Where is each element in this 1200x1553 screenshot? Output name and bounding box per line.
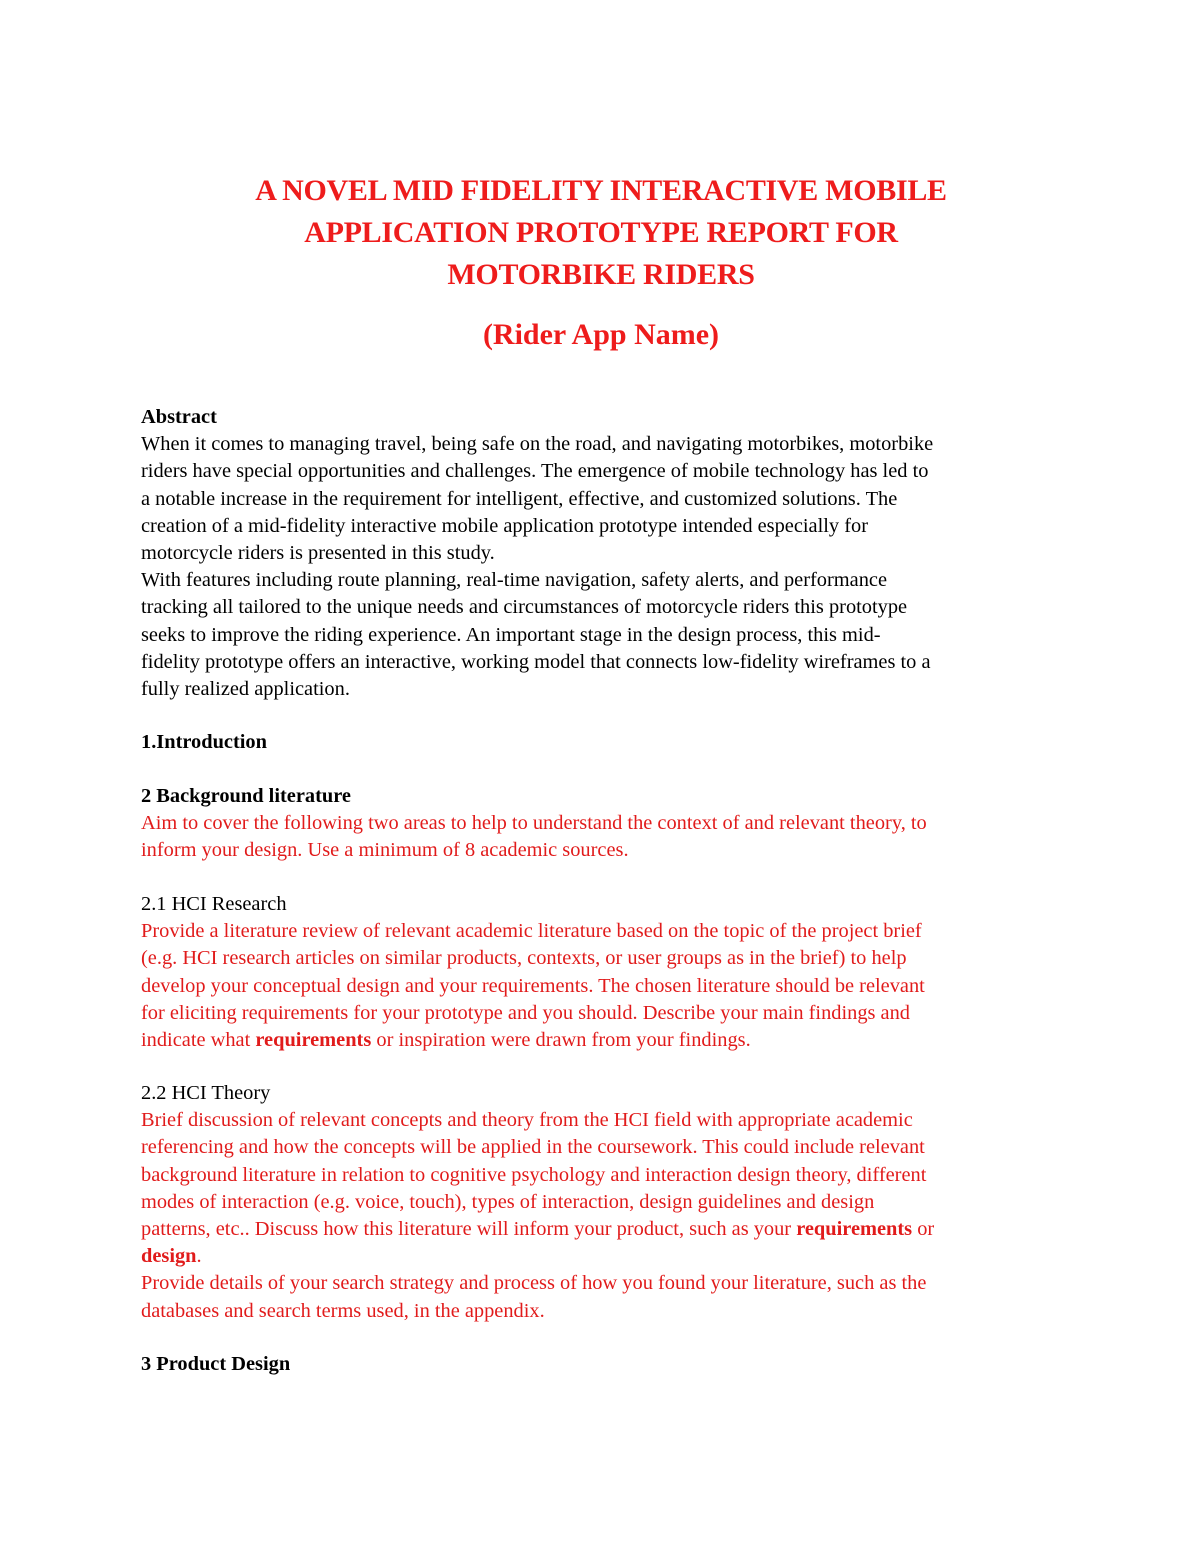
abstract-section <box>141 404 1061 703</box>
introduction-heading: 1.Introduction <box>141 731 267 753</box>
hci-theory-line-6 <box>141 1243 1061 1270</box>
hci-research-heading: 2.1 HCI Research <box>141 893 287 915</box>
abstract-line: riders have special opportunities and challenges. The emergence of mobile technology has led to <box>141 460 929 483</box>
document-subtitle: (Rider App Name) <box>482 318 720 351</box>
introduction-section <box>141 729 1061 756</box>
text-run: or <box>912 1218 935 1241</box>
hci-research-section <box>141 891 1061 1054</box>
text-run: or inspiration were drawn from your findings. <box>371 1029 751 1052</box>
title-line-2: APPLICATION PROTOTYPE REPORT FOR <box>304 216 898 249</box>
abstract-line: tracking all tailored to the unique needs and circumstances of motorcycle riders this prototype <box>141 596 908 619</box>
hci-research-line: Provide a literature review of relevant academic literature based on the topic of the project brief <box>141 920 922 943</box>
abstract-line: With features including route planning, real-time navigation, safety alerts, and performance <box>141 569 887 592</box>
product-design-heading: 3 Product Design <box>141 1353 291 1375</box>
background-line: inform your design. Use a minimum of 8 academic sources. <box>141 839 629 862</box>
abstract-line: seeks to improve the riding experience. An important stage in the design process, this mid- <box>141 623 881 646</box>
abstract-line: creation of a mid-fidelity interactive mobile application prototype intended especially for <box>141 514 869 537</box>
bold-design: design <box>141 1245 197 1268</box>
hci-theory-line: modes of interaction (e.g. voice, touch), types of interaction, design guidelines and design <box>141 1190 875 1213</box>
bold-requirements: requirements <box>796 1218 913 1241</box>
abstract-line: fidelity prototype offers an interactive, working model that connects low-fidelity wireframes to a <box>141 650 931 673</box>
hci-research-last-line <box>141 1027 1061 1054</box>
background-heading: 2 Background literature <box>141 785 351 807</box>
search-strategy-line: databases and search terms used, in the appendix. <box>141 1299 545 1322</box>
background-line: Aim to cover the following two areas to help to understand the context of and relevant theory, to <box>141 812 927 835</box>
hci-theory-line-5 <box>141 1216 1061 1243</box>
document-title <box>141 170 1061 296</box>
title-line-3: MOTORBIKE RIDERS <box>447 258 755 291</box>
hci-research-line: develop your conceptual design and your requirements. The chosen literature should be relevant <box>141 974 925 997</box>
abstract-line: a notable increase in the requirement for intelligent, effective, and customized solutions. The <box>141 487 898 510</box>
hci-theory-section <box>141 1080 1061 1325</box>
hci-research-line: for eliciting requirements for your prototype and you should. Describe your main findings and <box>141 1001 910 1024</box>
background-section <box>141 783 1061 865</box>
hci-theory-heading: 2.2 HCI Theory <box>141 1082 271 1104</box>
hci-research-line: (e.g. HCI research articles on similar products, contexts, or user groups as in the brief) to help <box>141 947 907 970</box>
text-run: indicate what <box>141 1029 256 1052</box>
bold-requirements: requirements <box>255 1029 372 1052</box>
abstract-line: When it comes to managing travel, being safe on the road, and navigating motorbikes, motorbike <box>141 433 934 456</box>
text-run: . <box>196 1245 202 1268</box>
title-line-1: A NOVEL MID FIDELITY INTERACTIVE MOBILE <box>255 174 947 207</box>
abstract-line: fully realized application. <box>141 678 350 701</box>
abstract-heading: Abstract <box>141 406 217 428</box>
search-strategy-line: Provide details of your search strategy and process of how you found your literature, such as the <box>141 1272 927 1295</box>
text-run: patterns, etc.. Discuss how this literature will inform your product, such as your <box>141 1218 797 1241</box>
hci-theory-line: Brief discussion of relevant concepts and theory from the HCI field with appropriate academic <box>141 1109 913 1132</box>
hci-theory-line: referencing and how the concepts will be applied in the coursework. This could include relevant <box>141 1136 925 1159</box>
hci-theory-line: background literature in relation to cognitive psychology and interaction design theory, different <box>141 1163 927 1186</box>
product-design-section <box>141 1351 1061 1378</box>
abstract-line: motorcycle riders is presented in this study. <box>141 542 495 565</box>
